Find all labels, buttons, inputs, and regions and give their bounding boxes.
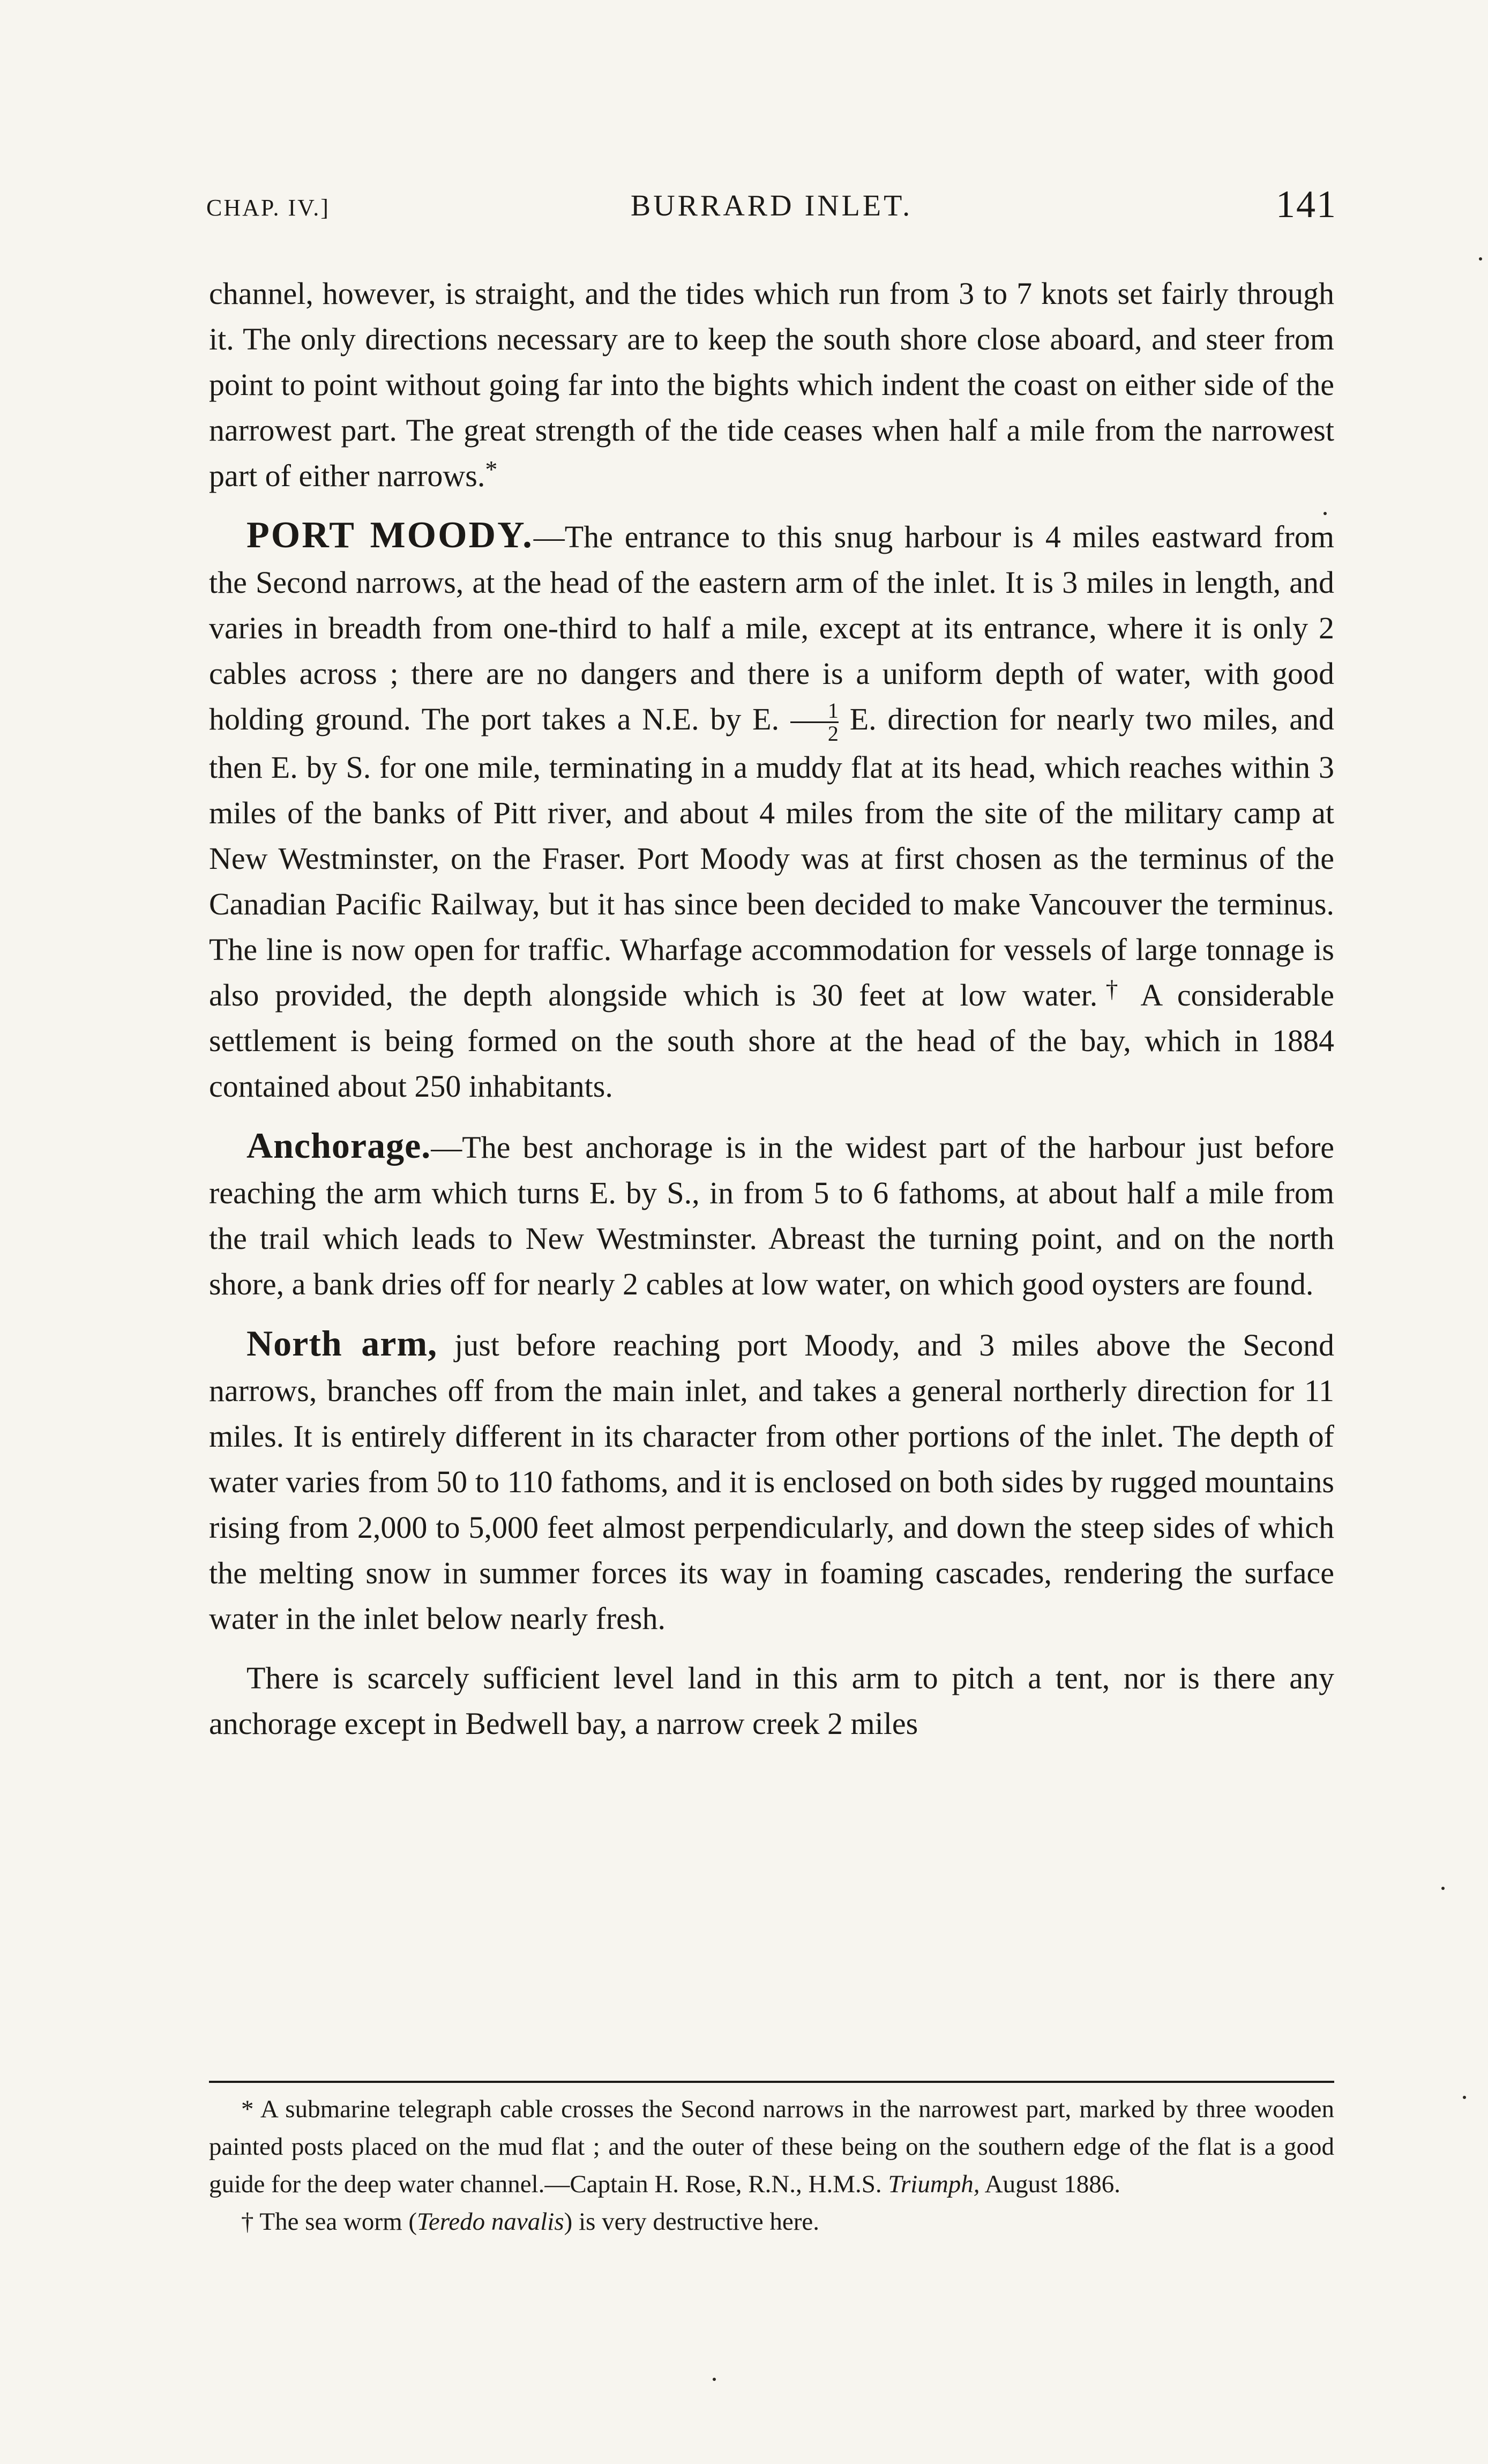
- footnote-mark: *: [241, 2095, 254, 2123]
- footnote-mark: †: [241, 2208, 254, 2236]
- paragraph-text: There is scarcely sufficient level land in this arm to pitch a tent, nor is there any anchorage except in Bedwell bay, a narrow creek 2 miles: [209, 1661, 1334, 1741]
- page-number: 141: [1276, 183, 1337, 226]
- paragraph-text: —The entrance to this snug harbour is 4 miles eastward from the Second narrows, at the head of the eastern arm of the inlet. It is 3 miles in length, and varies in breadth from one-third to half a mile, except at its entrance, where it is only 2 cables across ; there are no dangers and there is a uniform depth of water, with good holding ground. The port takes a N.E. by E.: [209, 519, 1334, 736]
- fraction-half: [790, 700, 839, 745]
- print-speck: [713, 2378, 716, 2381]
- footnote-ref-asterisk[interactable]: *: [485, 456, 498, 483]
- fraction-denominator: 2: [827, 721, 839, 746]
- fraction-numerator: 1: [790, 700, 839, 723]
- paragraph-north-arm-continued: [209, 1655, 1334, 1746]
- footnote-text: A submarine telegraph cable crosses the Second narrows in the narrowest part, marked by three wooden painted posts placed on the mud flat ; and the outer of these being on the southern edge of the flat is a good guide for the deep water channel.—Captain H. Rose, R.N., H.M.S.: [209, 2095, 1334, 2198]
- body-text: [209, 271, 1334, 1746]
- paragraph-north-arm: [209, 1321, 1334, 1641]
- section-heading-port-moody: PORT MOODY.: [246, 515, 534, 556]
- page-title: BURRARD INLET.: [630, 189, 913, 222]
- paragraph-text: —The best anchorage is in the widest part of the harbour just before reaching the arm which turns E. by S., in from 5 to 6 fathoms, at about half a mile from the trail which leads to New Westminster. Abreast the turning point, and on the north shore, a bank dries off for nearly 2 cables at low water, on which good oysters are found.: [209, 1130, 1334, 1302]
- footnotes: [209, 2090, 1334, 2240]
- section-heading-north-arm: North arm,: [246, 1323, 438, 1364]
- footnote-ref-dagger[interactable]: †: [1097, 975, 1126, 1003]
- paragraph-port-moody: [209, 512, 1334, 1109]
- ship-name: Triumph,: [888, 2170, 980, 2198]
- footnote-telegraph-cable: [209, 2090, 1334, 2203]
- paragraph-text: A considerable settlement is being formed on the south shore at the head of the bay, which in 1884 contained about 250 inhabitants.: [209, 978, 1335, 1104]
- print-speck: [1441, 1887, 1445, 1890]
- section-heading-anchorage: Anchorage.: [246, 1125, 431, 1166]
- footnote-date: August 1886.: [979, 2170, 1120, 2198]
- paragraph-text: just before reaching port Moody, and 3 miles above the Second narrows, branches off from the main inlet, and takes a general northerly direction for 11 miles. It is entirely different in its character from other portions of the inlet. The depth of water varies from 50 to 110 fathoms, and it is enclosed on both sides by rugged mountains rising from 2,000 to 5,000 feet almost perpendicularly, and down the steep sides of which the melting snow in summer forces its way in foaming cascades, rendering the surface water in the inlet below nearly fresh.: [209, 1328, 1335, 1636]
- print-speck: [1463, 2096, 1466, 2099]
- species-name: Teredo navalis: [417, 2208, 564, 2236]
- footnote-sea-worm: [209, 2203, 1334, 2240]
- print-speck: [1479, 257, 1482, 260]
- paragraph-text: E. direction for nearly two miles, and then E. by S. for one mile, terminating in a muddy flat at its head, which reaches within 3 miles of the banks of Pitt river, and about 4 miles from the site of the military camp at New Westminster, on the Fraser. Port Moody was at first chosen as the terminus of the Canadian Pacific Railway, but it has since been decided to make Vancouver the terminus. The line is now open for traffic. Wharfage accommodation for vessels of large tonnage is also provided, the depth alongside which is 30 feet at low water.: [209, 702, 1334, 1013]
- footnote-text: The sea worm (: [253, 2208, 417, 2236]
- running-head: [206, 182, 1337, 236]
- print-speck: [1324, 512, 1327, 515]
- footnote-text: ) is very destructive here.: [564, 2208, 820, 2236]
- paragraph-text: channel, however, is straight, and the tides which run from 3 to 7 knots set fairly through it. The only directions necessary are to keep the south shore close aboard, and steer from point to point without going far into the bights which indent the coast on either side of the narrowest part. The great strength of the tide ceases when half a mile from the narrowest part of either narrows.: [209, 276, 1334, 493]
- paragraph-channel: [209, 271, 1334, 498]
- paragraph-anchorage: [209, 1123, 1334, 1307]
- chapter-label: CHAP. IV.]: [206, 195, 330, 221]
- footnote-divider: [209, 2081, 1334, 2083]
